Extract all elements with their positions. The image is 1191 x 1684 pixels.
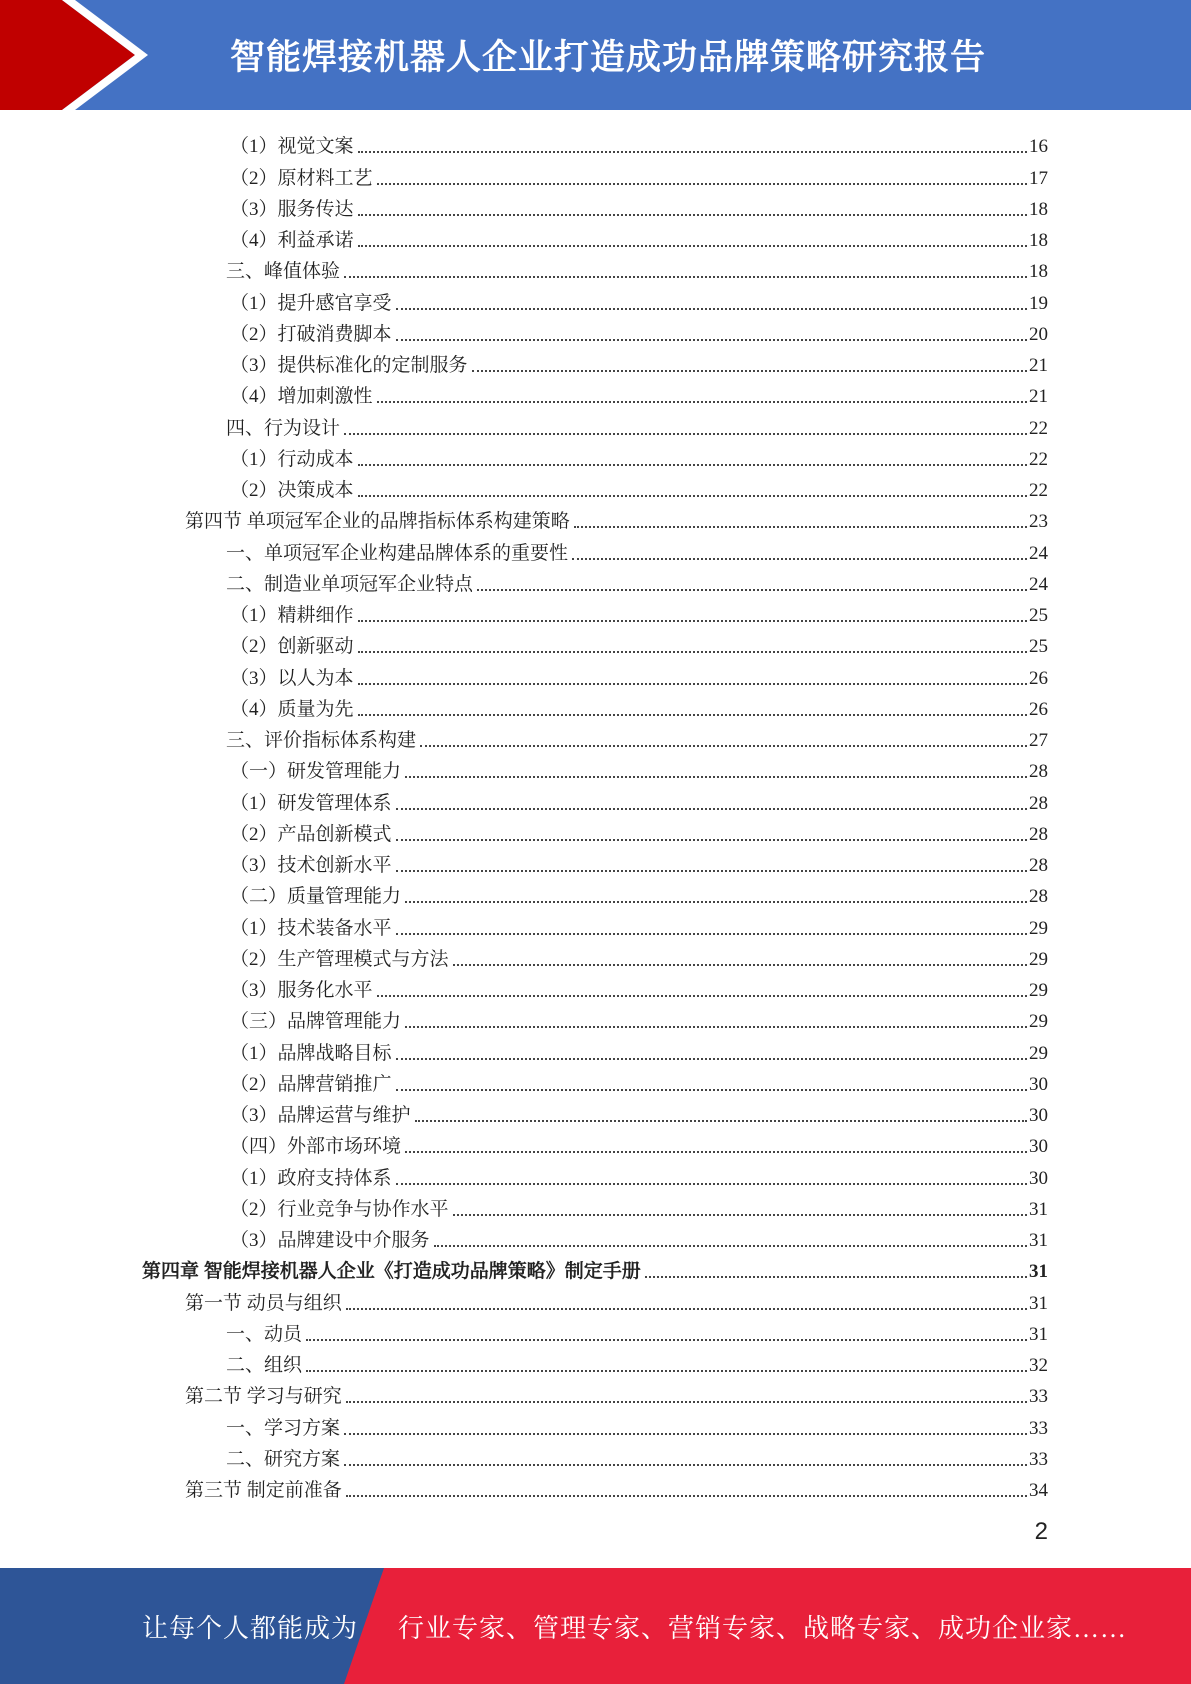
toc-entry-page: 33 — [1029, 1448, 1048, 1470]
toc-entry-page: 31 — [1029, 1323, 1048, 1345]
toc-entry[interactable] — [0, 347, 1191, 378]
toc-entry-title: （2）行业竞争与协作水平 — [230, 1198, 449, 1220]
toc-entry-title: （3）服务传达 — [230, 198, 354, 220]
toc-entry-page: 18 — [1029, 261, 1048, 283]
toc-entry-title: 二、制造业单项冠军企业特点 — [226, 573, 474, 595]
toc-entry-page: 28 — [1029, 886, 1048, 908]
toc-entry-title: （一）研发管理能力 — [230, 761, 402, 783]
toc-dot-leader — [420, 745, 1027, 747]
toc-entry[interactable] — [0, 941, 1191, 972]
toc-entry-title: （3）提供标准化的定制服务 — [230, 355, 468, 376]
toc-entry-title: （3）服务化水平 — [230, 980, 373, 1001]
toc-entry-title: 第一节 动员与组织 — [185, 1292, 342, 1314]
toc-dot-leader — [396, 1058, 1027, 1060]
toc-entry-title: 三、评价指标体系构建 — [226, 730, 417, 751]
toc-entry-page: 31 — [1029, 1261, 1048, 1283]
toc-dot-leader — [415, 1120, 1027, 1122]
toc-entry[interactable] — [0, 659, 1191, 690]
report-title: 智能焊接机器人企业打造成功品牌策略研究报告 — [230, 38, 987, 78]
toc-dot-leader — [396, 1089, 1027, 1091]
toc-entry-title: （1）提升感官享受 — [230, 292, 392, 314]
toc-entry[interactable] — [0, 1191, 1191, 1222]
toc-dot-leader — [405, 901, 1027, 903]
toc-entry-title: （4）质量为先 — [230, 698, 354, 720]
toc-dot-leader — [358, 245, 1027, 247]
toc-entry-page: 22 — [1029, 448, 1048, 470]
toc-entry[interactable] — [0, 878, 1191, 909]
toc-entry-title: 二、组织 — [226, 1355, 303, 1376]
toc-entry[interactable] — [0, 628, 1191, 659]
toc-dot-leader — [405, 1151, 1027, 1153]
toc-entry-page: 18 — [1029, 198, 1048, 220]
toc-entry[interactable] — [0, 1097, 1191, 1128]
footer-expert-list: 行业专家、管理专家、营销专家、战略专家、成功企业家…… — [398, 1613, 1128, 1643]
toc-dot-leader — [396, 339, 1027, 341]
toc-entry[interactable] — [0, 1284, 1191, 1315]
toc-entry[interactable] — [0, 159, 1191, 190]
toc-entry-page: 26 — [1029, 667, 1048, 689]
toc-dot-leader — [405, 1026, 1027, 1028]
toc-entry-title: 四、行为设计 — [226, 417, 341, 439]
toc-entry[interactable] — [0, 409, 1191, 440]
toc-entry[interactable] — [0, 972, 1191, 1003]
toc-entry-title: （3）技术创新水平 — [230, 855, 392, 876]
toc-entry-page: 31 — [1029, 1292, 1048, 1314]
toc-dot-leader — [346, 1495, 1027, 1497]
toc-entry-title: （2）产品创新模式 — [230, 823, 392, 845]
toc-entry[interactable] — [0, 1378, 1191, 1409]
toc-dot-leader — [346, 1401, 1027, 1403]
toc-dot-leader — [453, 1214, 1027, 1216]
toc-entry[interactable] — [0, 1347, 1191, 1378]
toc-dot-leader — [358, 620, 1027, 622]
toc-entry-page: 29 — [1029, 948, 1048, 970]
toc-entry[interactable] — [0, 1472, 1191, 1503]
toc-dot-leader — [377, 183, 1027, 185]
toc-entry-page: 21 — [1029, 386, 1048, 408]
toc-entry-page: 30 — [1029, 1073, 1048, 1095]
toc-entry-title: （2）决策成本 — [230, 480, 354, 501]
toc-entry-page: 30 — [1029, 1167, 1048, 1189]
toc-dot-leader — [358, 714, 1027, 716]
toc-entry-title: （1）视觉文案 — [230, 136, 354, 158]
toc-entry-page: 32 — [1029, 1355, 1048, 1376]
toc-dot-leader — [396, 808, 1027, 810]
toc-entry-title: （2）品牌营销推广 — [230, 1073, 392, 1095]
toc-dot-leader — [396, 308, 1027, 310]
toc-dot-leader — [358, 495, 1027, 497]
toc-entry-title: （2）创新驱动 — [230, 636, 354, 658]
toc-entry[interactable] — [0, 1409, 1191, 1440]
toc-entry-page: 18 — [1029, 230, 1048, 251]
toc-entry-title: （1）行动成本 — [230, 448, 354, 470]
toc-entry-page: 21 — [1029, 355, 1048, 376]
toc-entry-page: 24 — [1029, 542, 1048, 564]
toc-entry-page: 28 — [1029, 792, 1048, 814]
toc-entry-page: 29 — [1029, 917, 1048, 939]
toc-entry[interactable] — [0, 1034, 1191, 1065]
toc-entry-page: 29 — [1029, 1042, 1048, 1064]
toc-dot-leader — [358, 214, 1027, 216]
toc-entry-page: 29 — [1029, 1011, 1048, 1033]
toc-dot-leader — [346, 1308, 1027, 1310]
toc-entry[interactable] — [0, 378, 1191, 409]
toc-entry-title: 第四节 单项冠军企业的品牌指标体系构建策略 — [185, 511, 570, 533]
toc-entry-title: （4）增加刺激性 — [230, 386, 373, 408]
toc-entry-title: （4）利益承诺 — [230, 230, 354, 251]
toc-entry-title: （2）原材料工艺 — [230, 167, 373, 189]
toc-entry-page: 20 — [1029, 323, 1048, 345]
toc-entry-title: （1）品牌战略目标 — [230, 1042, 392, 1064]
toc-entry-page: 33 — [1029, 1417, 1048, 1439]
toc-entry-page: 24 — [1029, 573, 1048, 595]
toc-entry-page: 27 — [1029, 730, 1048, 751]
toc-dot-leader — [396, 933, 1027, 935]
toc-dot-leader — [377, 995, 1027, 997]
report-header — [0, 0, 1191, 110]
toc-entry-page: 17 — [1029, 167, 1048, 189]
toc-dot-leader — [358, 683, 1027, 685]
table-of-contents — [0, 128, 1191, 1503]
toc-entry[interactable] — [0, 909, 1191, 940]
toc-entry-title: （2）生产管理模式与方法 — [230, 948, 449, 970]
toc-entry-title: （二）质量管理能力 — [230, 886, 402, 908]
toc-entry-page: 28 — [1029, 823, 1048, 845]
toc-entry-title: 第二节 学习与研究 — [185, 1386, 342, 1408]
toc-dot-leader — [344, 1464, 1027, 1466]
toc-entry[interactable] — [0, 784, 1191, 815]
toc-entry[interactable] — [0, 753, 1191, 784]
header-arrow-decoration — [0, 0, 160, 110]
toc-entry[interactable] — [0, 1441, 1191, 1472]
toc-entry[interactable] — [0, 534, 1191, 565]
toc-entry[interactable] — [0, 441, 1191, 472]
toc-entry[interactable] — [0, 191, 1191, 222]
toc-dot-leader — [477, 589, 1027, 591]
toc-dot-leader — [405, 776, 1027, 778]
toc-entry[interactable] — [0, 1316, 1191, 1347]
toc-dot-leader — [645, 1276, 1027, 1278]
toc-entry-title: （3）品牌建设中介服务 — [230, 1230, 430, 1251]
toc-entry-page: 31 — [1029, 1230, 1048, 1251]
toc-entry-title: （3）以人为本 — [230, 667, 354, 689]
toc-entry[interactable] — [0, 222, 1191, 253]
toc-entry-title: 一、动员 — [226, 1323, 303, 1345]
toc-entry-page: 22 — [1029, 417, 1048, 439]
toc-dot-leader — [434, 1245, 1027, 1247]
toc-entry-page: 34 — [1029, 1480, 1048, 1501]
toc-dot-leader — [453, 964, 1027, 966]
toc-dot-leader — [572, 558, 1027, 560]
toc-entry-page: 26 — [1029, 698, 1048, 720]
toc-entry[interactable] — [0, 253, 1191, 284]
toc-entry-page: 25 — [1029, 605, 1048, 626]
toc-entry-title: 一、学习方案 — [226, 1417, 341, 1439]
toc-entry-page: 28 — [1029, 855, 1048, 876]
toc-entry-title: 第四章 智能焊接机器人企业《打造成功品牌策略》制定手册 — [142, 1261, 641, 1283]
toc-dot-leader — [344, 1433, 1027, 1435]
toc-entry-title: （1）技术装备水平 — [230, 917, 392, 939]
toc-dot-leader — [358, 651, 1027, 653]
toc-entry-title: （1）精耕细作 — [230, 605, 354, 626]
toc-dot-leader — [344, 276, 1027, 278]
toc-entry-page: 29 — [1029, 980, 1048, 1001]
toc-entry-title: 一、单项冠军企业构建品牌体系的重要性 — [226, 542, 569, 564]
toc-entry-page: 28 — [1029, 761, 1048, 783]
toc-entry[interactable] — [0, 1159, 1191, 1190]
toc-entry[interactable] — [0, 816, 1191, 847]
toc-dot-leader — [344, 433, 1027, 435]
toc-dot-leader — [396, 839, 1027, 841]
toc-entry-page: 31 — [1029, 1198, 1048, 1220]
toc-entry-title: 第三节 制定前准备 — [185, 1480, 342, 1501]
toc-entry-title: （1）政府支持体系 — [230, 1167, 392, 1189]
toc-entry-page: 30 — [1029, 1136, 1048, 1158]
toc-entry-title: 三、峰值体验 — [226, 261, 341, 283]
toc-dot-leader — [377, 401, 1027, 403]
toc-entry-page: 30 — [1029, 1105, 1048, 1126]
toc-entry-page: 33 — [1029, 1386, 1048, 1408]
toc-entry[interactable] — [0, 847, 1191, 878]
toc-entry[interactable] — [0, 1066, 1191, 1097]
toc-entry-page: 25 — [1029, 636, 1048, 658]
footer-banner — [0, 1568, 1191, 1684]
toc-dot-leader — [396, 1183, 1027, 1185]
toc-entry[interactable] — [0, 722, 1191, 753]
toc-entry[interactable] — [0, 691, 1191, 722]
toc-entry-page: 16 — [1029, 136, 1048, 158]
toc-entry-page: 23 — [1029, 511, 1048, 533]
toc-dot-leader — [306, 1339, 1027, 1341]
toc-entry[interactable] — [0, 284, 1191, 315]
toc-entry-title: （1）研发管理体系 — [230, 792, 392, 814]
toc-entry-title: （2）打破消费脚本 — [230, 323, 392, 345]
toc-entry[interactable] — [0, 1222, 1191, 1253]
toc-entry[interactable] — [0, 566, 1191, 597]
page-number: 2 — [1034, 1518, 1048, 1545]
toc-dot-leader — [472, 370, 1027, 372]
toc-entry[interactable] — [0, 503, 1191, 534]
toc-entry[interactable] — [0, 1003, 1191, 1034]
toc-entry-title: （三）品牌管理能力 — [230, 1011, 402, 1033]
toc-entry[interactable] — [0, 472, 1191, 503]
toc-dot-leader — [358, 151, 1027, 153]
toc-entry[interactable] — [0, 597, 1191, 628]
toc-entry-page: 19 — [1029, 292, 1048, 314]
toc-entry-title: （四）外部市场环境 — [230, 1136, 402, 1158]
toc-entry[interactable] — [0, 1253, 1191, 1284]
toc-entry-page: 22 — [1029, 480, 1048, 501]
toc-dot-leader — [396, 870, 1027, 872]
toc-dot-leader — [306, 1370, 1027, 1372]
toc-entry-title: 二、研究方案 — [226, 1448, 341, 1470]
footer-slogan: 让每个人都能成为 — [142, 1613, 359, 1643]
toc-entry-title: （3）品牌运营与维护 — [230, 1105, 411, 1126]
toc-entry[interactable] — [0, 316, 1191, 347]
toc-entry[interactable] — [0, 1128, 1191, 1159]
toc-dot-leader — [358, 464, 1027, 466]
toc-entry[interactable] — [0, 128, 1191, 159]
toc-dot-leader — [574, 526, 1027, 528]
